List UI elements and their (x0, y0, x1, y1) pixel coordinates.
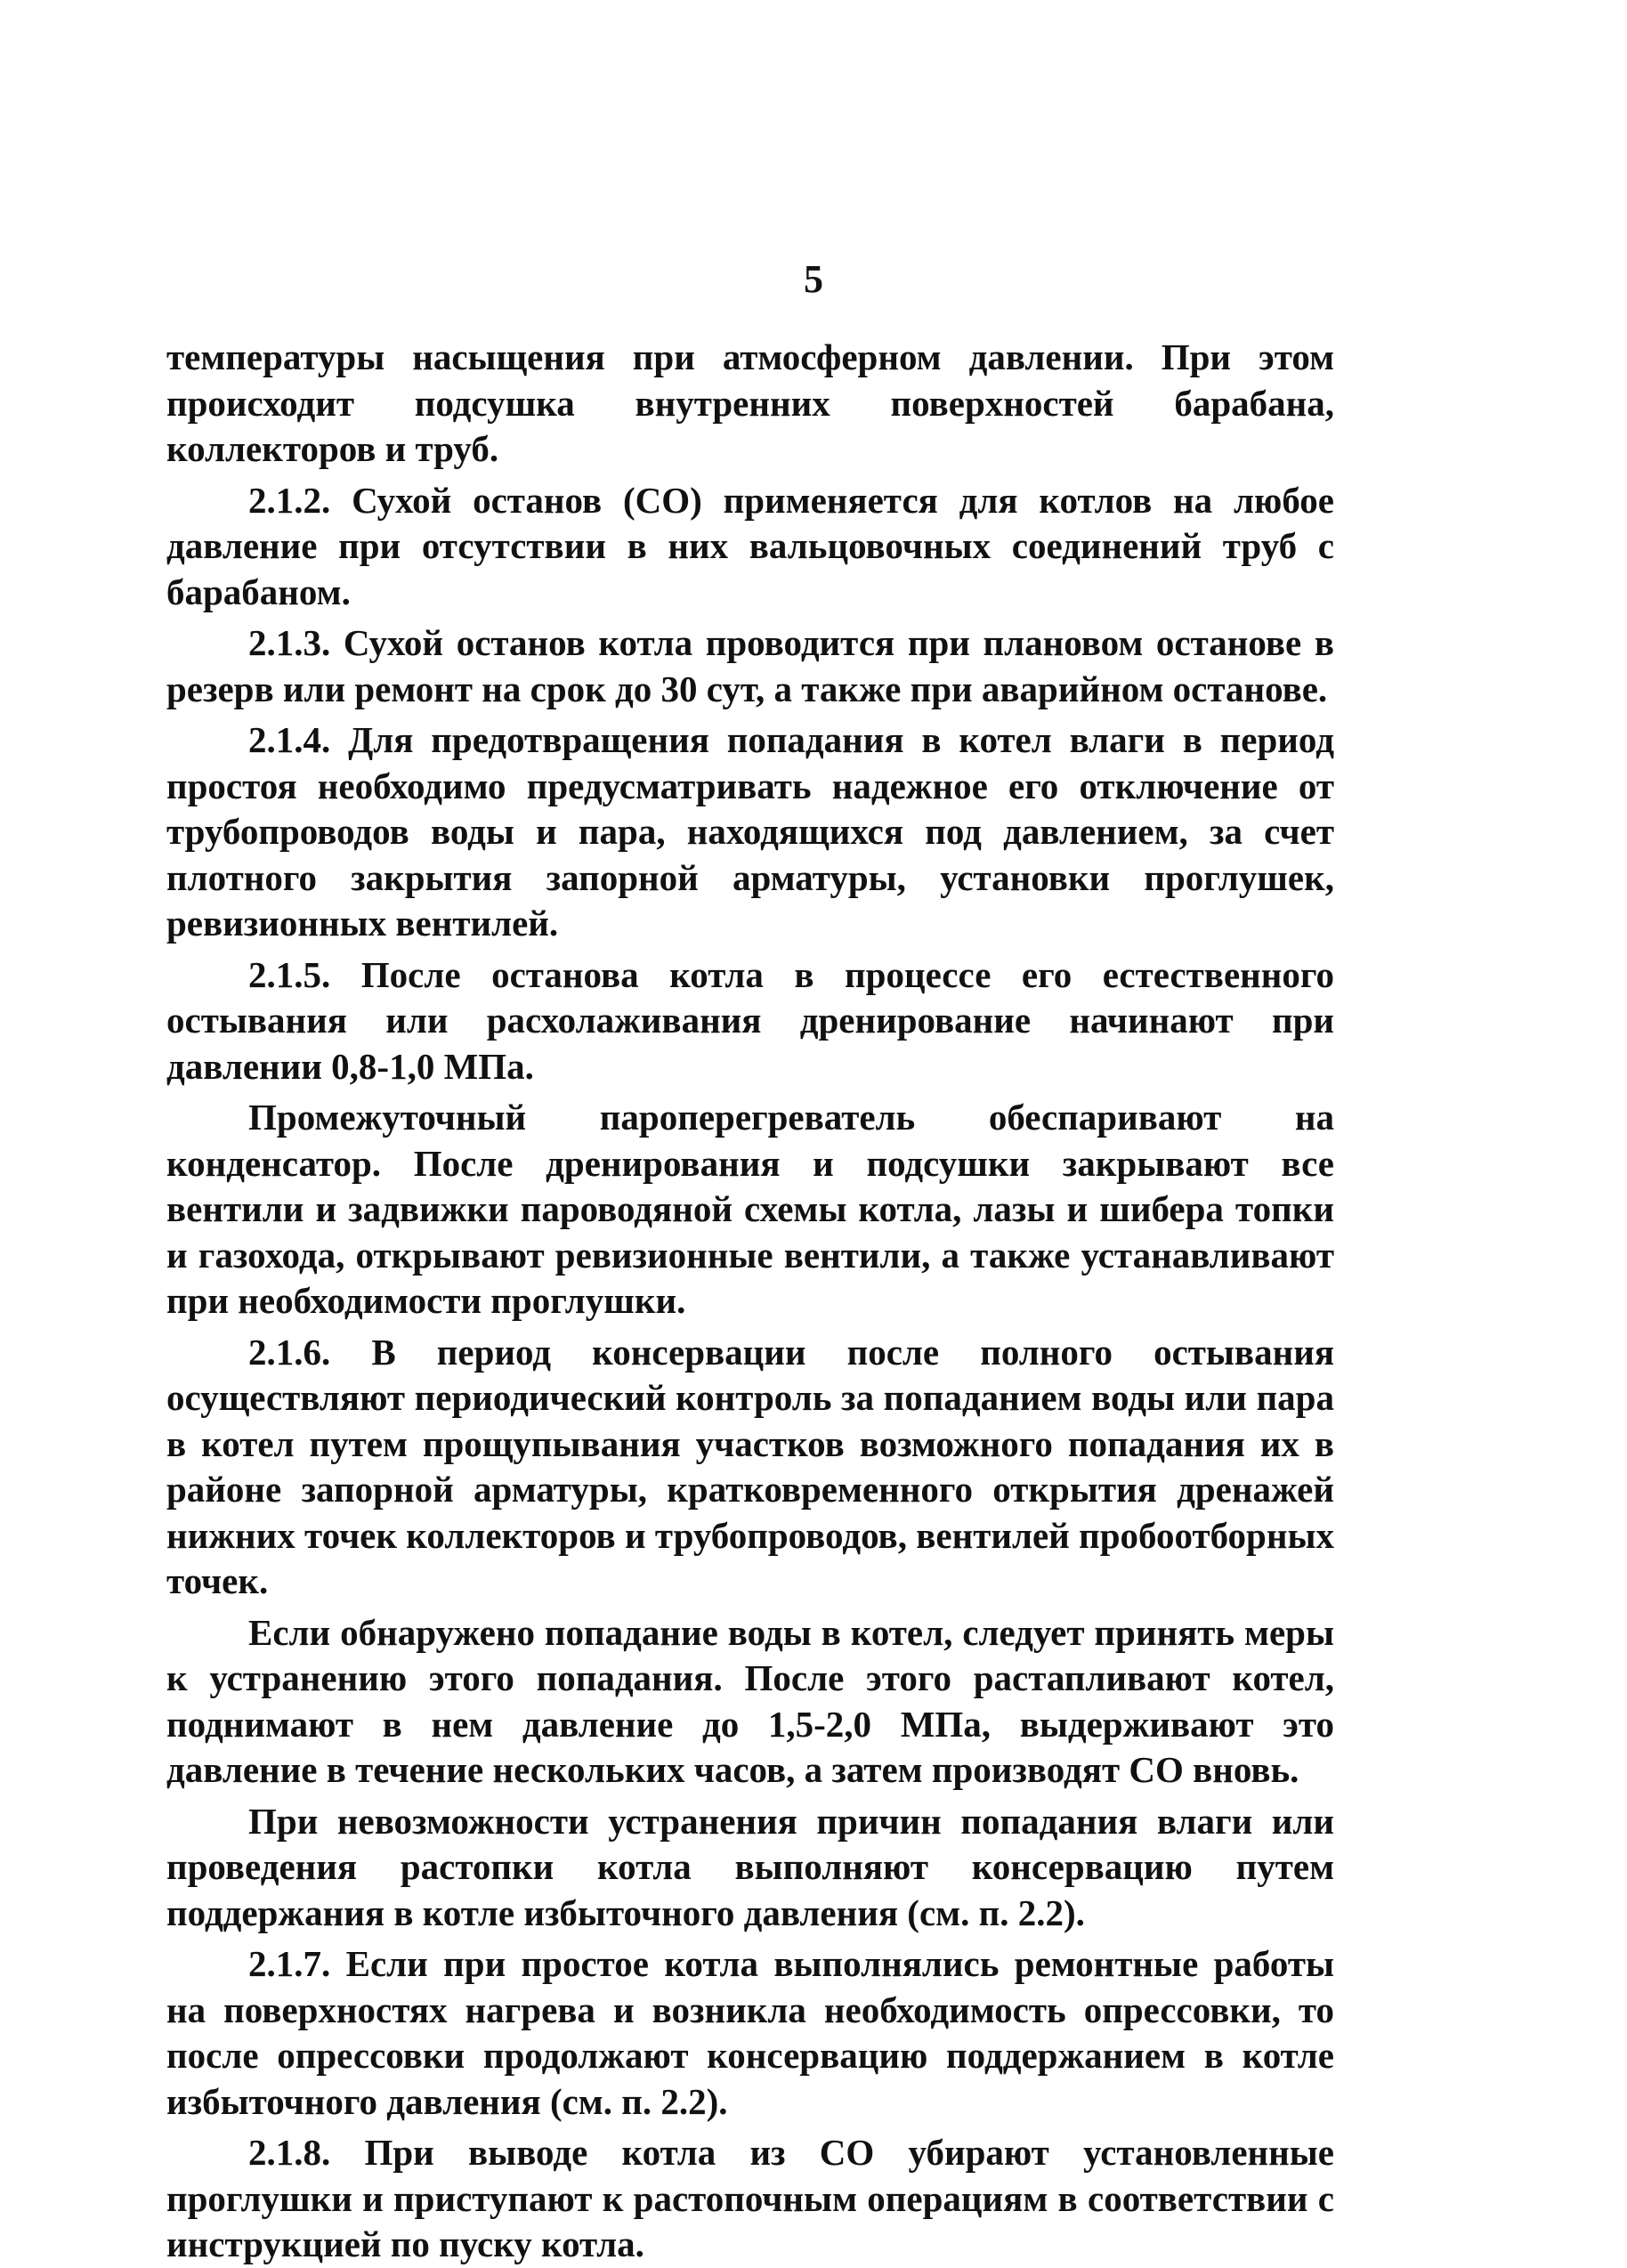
paragraph-2-1-8: 2.1.8. При выводе котла из СО убирают установленные проглушки и приступают к растопочным операциям в соответствии с инструкцией по пуску котла. (166, 2132, 1334, 2264)
paragraph-2-1-3: 2.1.3. Сухой останов котла проводится при плановом останове в резерв или ремонт на срок до 30 сут, а также при аварийном останове. (166, 622, 1334, 709)
paragraph-overpressure: При невозможности устранения причин попадания влаги или проведения растопки котла выполняют консервацию путем поддержания в котле избыточного давления (см. п. 2.2). (166, 1800, 1334, 1933)
paragraph-continuation: температуры насыщения при атмосферном давлении. При этом происходит подсушка внутренних поверхностей барабана, коллекторов и труб. (166, 336, 1334, 469)
paragraph-2-1-4: 2.1.4. Для предотвращения попадания в котел влаги в период простоя необходимо предусматривать надежное его отключение от трубопроводов воды и пара, находящихся под давлением, за счет плотного закрытия запорной арматуры, установки проглушек, ревизионных вентилей. (166, 719, 1334, 944)
paragraph-2-1-2: 2.1.2. Сухой останов (СО) применяется для котлов на любое давление при отсутствии в них вальцовочных соединений труб с барабаном. (166, 479, 1334, 612)
page-number: 5 (804, 257, 823, 301)
paragraph-reheater: Промежуточный пароперегреватель обеспаривают на конденсатор. После дренирования и подсушки закрывают все вентили и задвижки пароводяной схемы котла, лазы и шибера топки и газохода, открывают ревизионные вентили, а также устанавливают при необходимости проглушки. (166, 1097, 1334, 1321)
document-text (166, 335, 1334, 2268)
paragraph-2-1-6: 2.1.6. В период консервации после полного остывания осуществляют периодический контроль за попаданием воды или пара в котел путем прощупывания участков возможного попадания их в районе запорной арматуры, кратковременного открытия дренажей нижних точек коллекторов и трубопроводов, вентилей пробоотборных точек. (166, 1331, 1334, 1601)
paragraph-water-ingress: Если обнаружено попадание воды в котел, следует принять меры к устранению этого попадания. После этого растапливают котел, поднимают в нем давление до 1,5-2,0 МПа, выдерживают это давление в течение нескольких часов, а затем производят СО вновь. (166, 1611, 1334, 1790)
paragraph-2-1-7: 2.1.7. Если при простое котла выполнялись ремонтные работы на поверхностях нагрева и возникла необходимость опрессовки, то после опрессовки продолжают консервацию поддержанием в котле избыточного давления (см. п. 2.2). (166, 1943, 1334, 2122)
paragraph-2-1-5: 2.1.5. После останова котла в процессе его естественного остывания или расхолаживания дренирование начинают при давлении 0,8-1,0 МПа. (166, 953, 1334, 1087)
